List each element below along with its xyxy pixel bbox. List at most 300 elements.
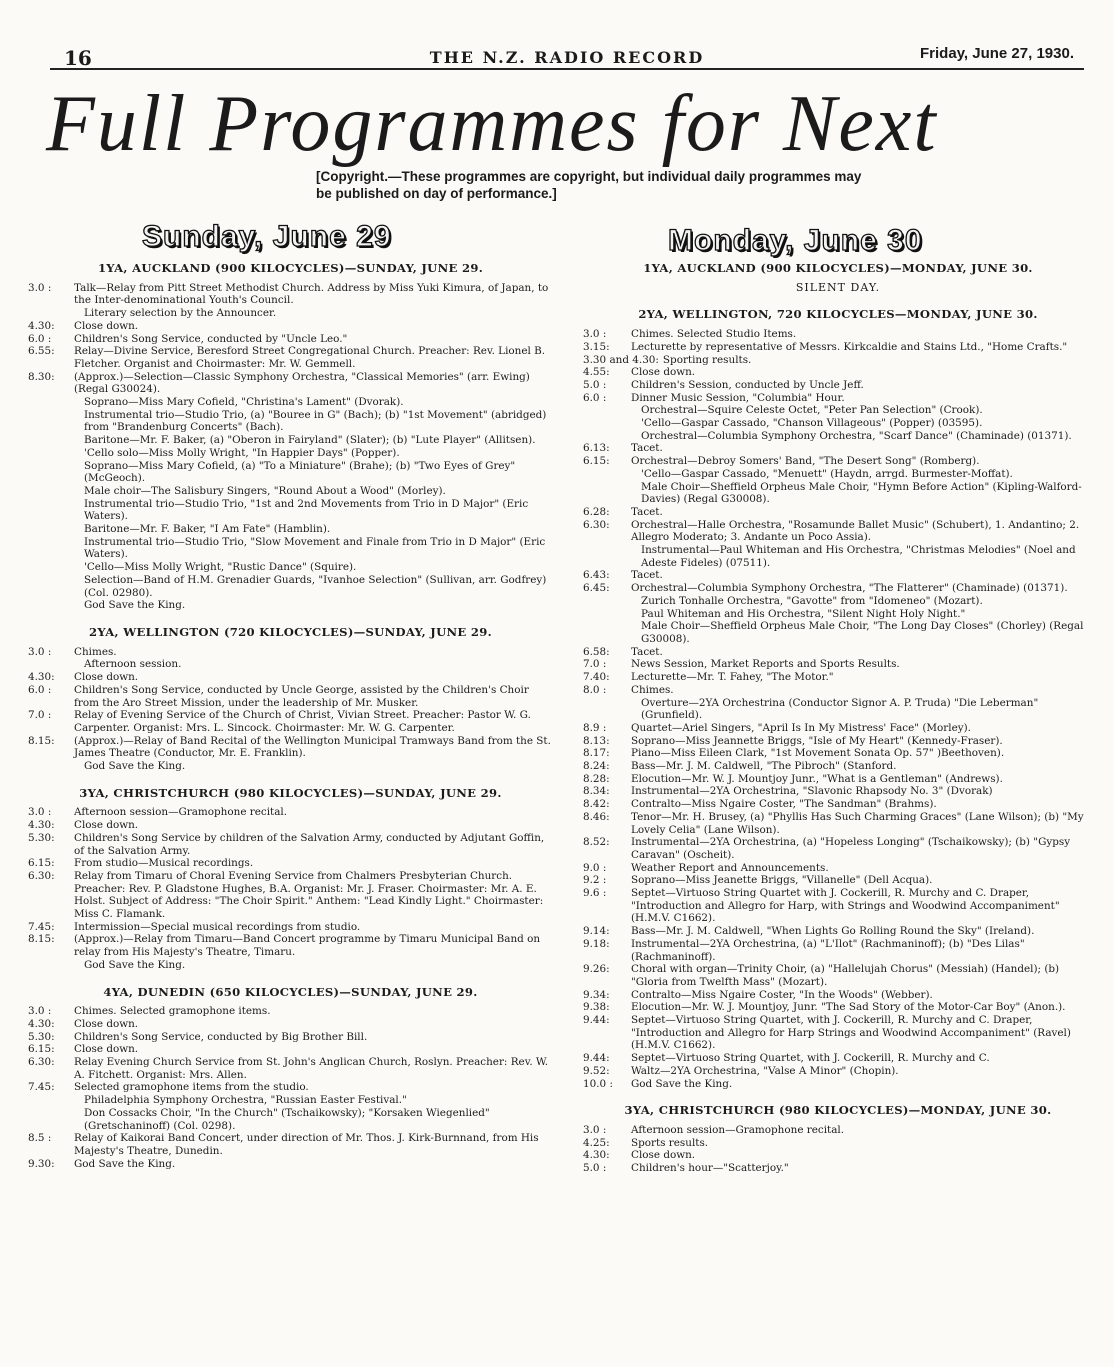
programme-entry <box>583 760 1093 773</box>
entry-time: 6.13: <box>583 442 610 455</box>
entry-line: Close down. <box>74 1017 139 1030</box>
entry-line: Elocution—Mr. W. J. Mountjoy, Junr. "The Sad Story of the Motor-Car Boy" (Anon.). <box>631 1001 1066 1014</box>
entry-line: Chimes. <box>631 683 674 696</box>
entry-line: Weather Report and Announcements. <box>631 861 829 874</box>
entry-line: Bass—Mr. J. M. Caldwell, "The Pibroch" (Stanford. <box>631 760 897 773</box>
programme-entry <box>28 921 553 934</box>
entry-line: Children's hour—"Scatterjoy." <box>631 1162 789 1175</box>
station-heading: 1YA, AUCKLAND (900 KILOCYCLES)—MONDAY, JUNE 30. <box>643 261 1033 275</box>
entry-body <box>631 1124 1093 1137</box>
entry-body <box>631 1149 1093 1162</box>
entry-line: Chimes. Selected gramophone items. <box>74 1005 271 1018</box>
entry-line: Soprano—Miss Jeannette Briggs, "Isle of My Heart" (Kennedy-Fraser). <box>631 734 1003 747</box>
entry-time: 3.0 : <box>28 1005 52 1018</box>
entry-line: Selection—Band of H.M. Grenadier Guards, "Ivanhoe Selection" (Sullivan, arr. Godfrey) (Col. 02980). <box>84 573 547 599</box>
entry-time: 7.0 : <box>28 709 52 722</box>
entry-line: Septet—Virtuoso String Quartet with J. Cockerill, R. Murchy and C. Draper, "Introduction and Allegro for Harp, with Strings and Woodwind Accompaniment" (H.M.V. C1662). <box>631 887 1060 925</box>
programme-entry <box>28 933 553 971</box>
entry-line: Contralto—Miss Ngaire Coster, "The Sandman" (Brahms). <box>631 798 937 811</box>
entry-time: 8.30: <box>28 370 55 383</box>
entry-line: Instrumental—2YA Orchestrina, (a) "L'Ilot" (Rachmaninoff); (b) "Des Lilas" (Rachmaninoff). <box>631 937 1025 963</box>
entry-time: 6.28: <box>583 505 610 518</box>
entry-line: Children's Song Service, conducted by "Uncle Leo." <box>74 332 348 345</box>
entry-time: 5.30: <box>28 831 55 844</box>
entry-line: Tacet. <box>631 645 663 658</box>
programme-entry <box>583 1078 1093 1091</box>
monday-heading: Monday, June 30 <box>668 224 923 257</box>
entry-line: Waltz—2YA Orchestrina, "Valse A Minor" (Chopin). <box>631 1064 899 1077</box>
programme-entry <box>583 862 1093 875</box>
entry-line: Instrumental—2YA Orchestrina, (a) "Hopeless Longing" (Tschaikowsky); (b) "Gypsy Caravan" (Oscheit). <box>631 836 1071 861</box>
entry-body <box>631 722 1093 735</box>
entry-line: Instrumental trio—Studio Trio, (a) "Bouree in G" (Bach); (b) "1st Movement" (abridged) from "Brandenburg Concerts" (Bach). <box>84 408 547 434</box>
entry-time: 8.46: <box>583 810 610 823</box>
programme-entry <box>28 1005 553 1018</box>
entry-line: Contralto—Miss Ngaire Coster, "In the Woods" (Webber). <box>631 988 933 1001</box>
entry-body <box>74 857 553 870</box>
entry-body <box>631 811 1093 836</box>
entry-time: 7.40: <box>583 671 610 684</box>
masthead <box>50 40 1084 70</box>
entry-line: Orchestral—Columbia Symphony Orchestra, "Scarf Dance" (Chaminade) (01371). <box>641 429 1072 442</box>
programme-entry <box>583 658 1093 671</box>
entry-time: 8.42: <box>583 798 610 811</box>
page-headline: Full Programmes for Next <box>46 80 938 168</box>
entry-line: Intermission—Special musical recordings from studio. <box>74 920 361 933</box>
programme-entry <box>28 1081 553 1132</box>
programme-entry <box>28 832 553 857</box>
entry-body <box>74 1005 553 1018</box>
entry-time: 8.17: <box>583 747 610 760</box>
entry-line: Close down. <box>631 1149 696 1162</box>
programme-entry <box>583 874 1093 887</box>
entry-line: Baritone—Mr. F. Baker, "I Am Fate" (Hamblin). <box>84 523 331 536</box>
entry-body <box>663 354 1093 367</box>
entry-line: Septet—Virtuoso String Quartet, with J. Cockerill, R. Murchy and C. <box>631 1052 990 1065</box>
entry-body <box>631 1001 1093 1014</box>
entry-time: 10.0 : <box>583 1077 613 1090</box>
entry-line: Orchestral—Columbia Symphony Orchestra, "The Flatterer" (Chaminade) (01371). <box>631 582 1068 595</box>
entry-time: 4.30: <box>28 319 55 332</box>
entry-line: Male Choir—Sheffield Orpheus Male Choir, "Hymn Before Action" (Kipling-Walford-Davies) (Regal G30008). <box>641 480 1082 506</box>
entry-body <box>74 371 553 612</box>
entry-body <box>631 341 1093 354</box>
entry-time: 8.28: <box>583 772 610 785</box>
issue-date: Friday, June 27, 1930. <box>920 45 1074 62</box>
programme-entry <box>583 963 1093 988</box>
entry-line: Relay from Timaru of Choral Evening Service from Chalmers Presbyterian Church. Preacher: Rev. P. Gladstone Hughes, B.A. Organist: Mr. J. Fraser. Choirmaster: Mr. A. E. Holst. Subject of Address: "The Choir Spirit." Anthem: "Lead Kindly Light." Choirmaster: Miss C. Flamank. <box>74 869 544 921</box>
programme-entry <box>583 836 1093 861</box>
programme-entry <box>28 857 553 870</box>
entry-body <box>631 925 1093 938</box>
entry-line: God Save the King. <box>74 1157 176 1170</box>
programme-entry <box>583 1065 1093 1078</box>
programme-entry <box>583 811 1093 836</box>
station-heading: 2YA, WELLINGTON (720 KILOCYCLES)—SUNDAY, JUNE 29. <box>89 624 492 639</box>
entry-line: God Save the King. <box>84 760 186 773</box>
programme-entry <box>583 747 1093 760</box>
entry-time: 3.0 : <box>583 328 607 341</box>
entry-line: Relay—Divine Service, Beresford Street Congregational Church. Preacher: Rev. Lionel B. Fletcher. Organist and Choirmaster: Mr. W. Gemmell. <box>74 345 546 370</box>
entry-line: (Approx.)—Relay of Band Recital of the Wellington Municipal Tramways Band from the St. James Theatre (Conductor, Mr. E. Franklin). <box>74 734 551 760</box>
programme-entry <box>583 366 1093 379</box>
sunday-heading: Sunday, June 29 <box>142 220 392 253</box>
programme-entry <box>28 320 553 333</box>
entry-line: Relay of Evening Service of the Church of Christ, Vivian Street. Preacher: Pastor W. G. Carpenter. Organist: Mrs. L. Sincock. Choirmaster: Mr. W. G. Carpenter. <box>74 709 531 734</box>
entry-body <box>631 1014 1093 1052</box>
entry-body <box>74 282 553 320</box>
programme-entry <box>28 709 553 734</box>
programme-entry <box>583 442 1093 455</box>
entry-line: Instrumental—2YA Orchestrina, "Slavonic Rhapsody No. 3" (Dvorak) <box>631 785 993 798</box>
entry-body <box>74 735 553 773</box>
entry-time: 6.55: <box>28 345 55 358</box>
entry-line: Piano—Miss Eileen Clark, "1st Movement Sonata Op. 57" )Beethoven). <box>631 747 1005 760</box>
station-note: SILENT DAY. <box>795 280 881 294</box>
programme-entry <box>28 870 553 921</box>
entry-line: Quartet—Ariel Singers, "April Is In My Mistress' Face" (Morley). <box>631 721 971 734</box>
entry-time: 9.0 : <box>583 861 607 874</box>
entry-line: Close down. <box>74 671 139 684</box>
entry-body <box>631 379 1093 392</box>
entry-time: 6.15: <box>583 455 610 468</box>
entry-body <box>631 989 1093 1002</box>
entry-line: Close down. <box>74 319 139 332</box>
entry-body <box>631 519 1093 570</box>
entry-body <box>631 836 1093 861</box>
programme-entry <box>28 684 553 709</box>
entry-line: Close down. <box>74 1043 139 1056</box>
programme-entry <box>583 354 1093 367</box>
entry-body <box>74 1081 553 1132</box>
programme-entry <box>28 819 553 832</box>
programme-entry <box>28 735 553 773</box>
programme-entry <box>28 1031 553 1044</box>
entry-line: Male Choir—Sheffield Orpheus Male Choir, "The Long Day Closes" (Chorley) (Regal G30008). <box>641 620 1084 645</box>
entry-line: Instrumental trio—Studio Trio, "1st and 2nd Movements from Trio in D Major" (Eric Waters). <box>84 497 529 523</box>
entry-line: Orchestral—Halle Orchestra, "Rosamunde Ballet Music" (Schubert), 1. Andantino; 2. Allegro Moderato; 3. Andante un Poco Assia). <box>631 518 1080 544</box>
programme-entry <box>583 1162 1093 1175</box>
entry-line: Instrumental trio—Studio Trio, "Slow Movement and Finale from Trio in D Major" (Eric Waters). <box>84 535 546 561</box>
programme-entry <box>28 646 553 671</box>
entry-line: Lecturette—Mr. T. Fahey, "The Motor." <box>631 671 834 684</box>
entry-body <box>631 646 1093 659</box>
entry-time: 6.30: <box>583 518 610 531</box>
programme-entry <box>583 722 1093 735</box>
programme-entry <box>583 1124 1093 1137</box>
entry-time: 8.24: <box>583 760 610 773</box>
entry-time: 4.30: <box>583 1149 610 1162</box>
entry-line: News Session, Market Reports and Sports Results. <box>631 658 900 671</box>
copyright-note: [Copyright.—These programmes are copyright, but individual daily programmes may be published on day of performance.] <box>316 169 862 201</box>
entry-time: 9.52: <box>583 1064 610 1077</box>
entry-body <box>631 366 1093 379</box>
entry-time: 9.6 : <box>583 887 607 900</box>
programme-entry <box>583 684 1093 722</box>
entry-line: Selected gramophone items from the studio. <box>74 1081 309 1094</box>
entry-time: 9.44: <box>583 1014 610 1027</box>
programme-entry <box>583 1001 1093 1014</box>
entry-body <box>631 963 1093 988</box>
entry-body <box>631 1065 1093 1078</box>
entry-line: Children's Song Service, conducted by Uncle George, assisted by the Children's Choir from the Aro Street Mission, under the leadership of Mr. Musker. <box>74 683 529 709</box>
entry-time: 8.13: <box>583 734 610 747</box>
programme-entry <box>28 671 553 684</box>
entry-body <box>631 1137 1093 1150</box>
entry-body <box>74 870 553 921</box>
entry-time: 4.30: <box>28 671 55 684</box>
programme-entry <box>583 1137 1093 1150</box>
entry-time: 6.0 : <box>583 391 607 404</box>
entry-time: 6.0 : <box>28 332 52 345</box>
entry-line: Afternoon session. <box>84 658 182 671</box>
entry-time: 9.14: <box>583 925 610 938</box>
entry-body <box>631 392 1093 443</box>
entry-body <box>631 862 1093 875</box>
entry-time: 6.30: <box>28 1056 55 1069</box>
programme-entry <box>583 392 1093 443</box>
entry-body <box>631 506 1093 519</box>
entry-body <box>74 806 553 819</box>
entry-line: Chimes. Selected Studio Items. <box>631 328 797 341</box>
entry-time: 5.30: <box>28 1030 55 1043</box>
entry-time: 3.30 and 4.30: <box>583 353 659 366</box>
entry-time: 8.5 : <box>28 1132 52 1145</box>
entry-line: God Save the King. <box>631 1077 733 1090</box>
entry-time: 9.30: <box>28 1157 55 1170</box>
entry-body <box>74 1158 553 1171</box>
entry-line: 'Cello solo—Miss Molly Wright, "In Happier Days" (Popper). <box>84 446 400 459</box>
entry-time: 9.2 : <box>583 874 607 887</box>
entry-body <box>631 798 1093 811</box>
entry-body <box>74 1031 553 1044</box>
entry-body <box>631 658 1093 671</box>
entry-line: Instrumental—Paul Whiteman and His Orchestra, "Christmas Melodies" (Noel and Adeste Fideles) (07511). <box>641 544 1076 569</box>
programme-entry <box>583 785 1093 798</box>
entry-body <box>631 442 1093 455</box>
programme-entry <box>28 1018 553 1031</box>
programme-entry <box>583 671 1093 684</box>
entry-time: 7.45: <box>28 920 55 933</box>
entry-body <box>74 1043 553 1056</box>
entry-time: 3.0 : <box>28 281 52 294</box>
entry-body <box>631 1052 1093 1065</box>
programme-entry <box>28 345 553 370</box>
entry-body <box>631 735 1093 748</box>
entry-time: 8.34: <box>583 785 610 798</box>
entry-body <box>631 760 1093 773</box>
programme-entry <box>583 989 1093 1002</box>
entry-line: Soprano—Miss Jeanette Briggs, "Villanelle" (Dell Acqua). <box>631 874 933 887</box>
entry-time: 7.0 : <box>583 658 607 671</box>
entry-body <box>74 320 553 333</box>
entry-time: 8.15: <box>28 933 55 946</box>
programme-entry <box>28 333 553 346</box>
programme-entry <box>583 1014 1093 1052</box>
entry-line: (Approx.)—Relay from Timaru—Band Concert programme by Timaru Municipal Band on relay from His Majesty's Theatre, Timaru. <box>74 933 541 959</box>
entry-line: Chimes. <box>74 645 117 658</box>
entry-time: 7.45: <box>28 1081 55 1094</box>
entry-line: Overture—2YA Orchestrina (Conductor Signor A. P. Truda) "Die Leberman" (Grunfield). <box>641 696 1039 722</box>
entry-body <box>74 1018 553 1031</box>
entry-body <box>74 1056 553 1081</box>
entry-line: God Save the King. <box>84 958 186 971</box>
programme-entry <box>28 1056 553 1081</box>
entry-time: 8.15: <box>28 734 55 747</box>
station-heading: 1YA, AUCKLAND (900 KILOCYCLES)—SUNDAY, JUNE 29. <box>97 261 484 275</box>
entry-time: 5.0 : <box>583 378 607 391</box>
entry-body <box>74 709 553 734</box>
entry-line: Orchestral—Debroy Somers' Band, "The Desert Song" (Romberg). <box>631 455 980 468</box>
entry-body <box>631 773 1093 786</box>
entry-body <box>74 1132 553 1157</box>
programme-entry <box>28 806 553 819</box>
entry-time: 3.0 : <box>28 645 52 658</box>
entry-line: Tacet. <box>631 569 663 582</box>
entry-line: Male choir—The Salisbury Singers, "Round About a Wood" (Morley). <box>84 484 446 497</box>
entry-body <box>631 1162 1093 1175</box>
entry-line: 'Cello—Gaspar Cassado, "Menuett" (Haydn, arrgd. Burmester-Moffat). <box>641 467 1013 480</box>
entry-line: Children's Song Service, conducted by Big Brother Bill. <box>74 1030 368 1043</box>
entry-body <box>74 646 553 671</box>
entry-line: Relay Evening Church Service from St. John's Anglican Church, Roslyn. Preacher: Rev. W. A. Fitchett. Organist: Mrs. Allen. <box>74 1056 549 1081</box>
entry-time: 9.38: <box>583 1001 610 1014</box>
programme-entry <box>28 1158 553 1171</box>
programme-entry <box>28 282 553 320</box>
entry-body <box>631 785 1093 798</box>
entry-body <box>631 1078 1093 1091</box>
entry-line: Choral with organ—Trinity Choir, (a) "Hallelujah Chorus" (Messiah) (Handel); (b) "Gloria from Twelfth Mass" (Mozart). <box>631 963 1060 988</box>
entry-time: 3.15: <box>583 340 610 353</box>
programme-entry <box>583 887 1093 925</box>
entry-line: Dinner Music Session, "Columbia" Hour. <box>631 391 845 404</box>
entry-body <box>631 328 1093 341</box>
sunday-column <box>28 262 553 1170</box>
entry-body <box>631 938 1093 963</box>
entry-line: Soprano—Miss Mary Cofield, (a) "To a Miniature" (Brahe); (b) "Two Eyes of Grey" (McGeoch). <box>84 459 516 485</box>
entry-time: 6.0 : <box>28 683 52 696</box>
page-number: 16 <box>64 46 92 70</box>
entry-time: 6.58: <box>583 645 610 658</box>
programme-entry <box>583 569 1093 582</box>
programme-entry <box>583 798 1093 811</box>
entry-time: 3.0 : <box>28 806 52 819</box>
entry-time: 6.43: <box>583 569 610 582</box>
entry-body <box>631 455 1093 506</box>
entry-line: Don Cossacks Choir, "In the Church" (Tschaikowsky); "Korsaken Wiegenlied" (Gretschaninoff) (Col. 0298). <box>84 1106 490 1132</box>
entry-time: 5.0 : <box>583 1162 607 1175</box>
entry-time: 6.30: <box>28 869 55 882</box>
entry-time: 8.9 : <box>583 721 607 734</box>
entry-line: Paul Whiteman and His Orchestra, "Silent Night Holy Night." <box>641 607 966 620</box>
programme-entry <box>583 735 1093 748</box>
entry-line: Baritone—Mr. F. Baker, (a) "Oberon in Fairyland" (Slater); (b) "Lute Player" (Allitsen). <box>84 434 536 447</box>
entry-body <box>631 747 1093 760</box>
entry-body <box>631 887 1093 925</box>
entry-body <box>631 874 1093 887</box>
programme-entry <box>28 1132 553 1157</box>
entry-body <box>74 933 553 971</box>
programme-entry <box>583 328 1093 341</box>
programme-entry <box>583 938 1093 963</box>
entry-time: 9.34: <box>583 988 610 1001</box>
publication-title: THE N.Z. RADIO RECORD <box>429 48 705 67</box>
entry-time: 9.26: <box>583 963 610 976</box>
entry-line: Tacet. <box>631 505 663 518</box>
entry-line: Afternoon session—Gramophone recital. <box>631 1124 845 1136</box>
entry-body <box>74 921 553 934</box>
station-heading: 4YA, DUNEDIN (650 KILOCYCLES)—SUNDAY, JUNE 29. <box>103 984 478 999</box>
entry-line: Literary selection by the Announcer. <box>84 307 277 320</box>
entry-line: 'Cello—Miss Molly Wright, "Rustic Dance" (Squire). <box>84 561 357 574</box>
entry-line: Relay of Kaikorai Band Concert, under direction of Mr. Thos. J. Kirk-Burnnand, from His Majesty's Theatre, Dunedin. <box>74 1132 539 1157</box>
entry-time: 8.0 : <box>583 683 607 696</box>
entry-time: 4.30: <box>28 819 55 832</box>
programme-entry <box>28 1043 553 1056</box>
entry-time: 9.44: <box>583 1052 610 1065</box>
entry-line: Sports results. <box>631 1136 709 1149</box>
entry-line: Tenor—Mr. H. Brusey, (a) "Phyllis Has Such Charming Graces" (Lane Wilson); (b) "My Lovely Celia" (Lane Wilson). <box>631 810 1084 836</box>
entry-line: Close down. <box>631 366 696 379</box>
programme-entry <box>583 519 1093 570</box>
entry-line: Children's Song Service by children of the Salvation Army, conducted by Adjutant Goffin, of the Salvation Army. <box>74 831 545 857</box>
programme-entry <box>583 506 1093 519</box>
programme-entry <box>583 773 1093 786</box>
entry-line: Elocution—Mr. W. J. Mountjoy Junr., "What is a Gentleman" (Andrews). <box>631 772 1003 785</box>
entry-time: 4.30: <box>28 1017 55 1030</box>
entry-body <box>74 671 553 684</box>
entry-time: 8.52: <box>583 836 610 849</box>
entry-line: Zurich Tonhalle Orchestra, "Gavotte" from "Idomeneo" (Mozart). <box>641 594 983 607</box>
entry-line: God Save the King. <box>84 599 186 612</box>
entry-line: 'Cello—Gaspar Cassado, "Chanson Villageous" (Popper) (03595). <box>641 417 983 430</box>
programme-entry <box>583 341 1093 354</box>
entry-line: Afternoon session—Gramophone recital. <box>74 806 288 819</box>
entry-body <box>631 671 1093 684</box>
entry-time: 6.15: <box>28 857 55 870</box>
programme-entry <box>583 379 1093 392</box>
entry-line: From studio—Musical recordings. <box>74 857 254 870</box>
entry-line: Talk—Relay from Pitt Street Methodist Church. Address by Miss Yuki Kimura, of Japan, to the Inter-denominational Youth's Council. <box>74 281 549 307</box>
programme-entry <box>583 925 1093 938</box>
entry-line: Lecturette by representative of Messrs. Kirkcaldie and Stains Ltd., "Home Crafts." <box>631 340 1068 353</box>
programme-entry <box>583 646 1093 659</box>
entry-line: Sporting results. <box>662 353 752 366</box>
entry-body <box>631 582 1093 646</box>
entry-line: Close down. <box>74 819 139 832</box>
station-heading: 3YA, CHRISTCHURCH (980 KILOCYCLES)—SUNDAY, JUNE 29. <box>79 785 502 800</box>
programme-entry <box>583 1149 1093 1162</box>
entry-line: (Approx.)—Selection—Classic Symphony Orchestra, "Classical Memories" (arr. Ewing) (Regal G30024). <box>74 370 530 396</box>
entry-line: Tacet. <box>631 442 663 455</box>
entry-body <box>74 684 553 709</box>
entry-line: Philadelphia Symphony Orchestra, "Russian Easter Festival." <box>84 1094 407 1107</box>
entry-time: 3.0 : <box>583 1124 607 1136</box>
entry-body <box>74 333 553 346</box>
entry-body <box>74 832 553 857</box>
entry-time: 4.25: <box>583 1136 610 1149</box>
entry-line: Children's Session, conducted by Uncle Jeff. <box>631 378 864 391</box>
entry-line: Septet—Virtuoso String Quartet, with J. Cockerill, R. Murchy and C. Draper, "Introduction and Allegro for Harp Strings and Woodwind Accompaniment" (Ravel) (H.M.V. C1662). <box>631 1014 1071 1052</box>
entry-line: Orchestral—Squire Celeste Octet, "Peter Pan Selection" (Crook). <box>641 404 983 417</box>
entry-line: Soprano—Miss Mary Cofield, "Christina's Lament" (Dvorak). <box>84 396 404 409</box>
entry-time: 4.55: <box>583 366 610 379</box>
entry-body <box>74 819 553 832</box>
programme-entry <box>28 371 553 612</box>
entry-time: 6.15: <box>28 1043 55 1056</box>
programme-entry <box>583 582 1093 646</box>
entry-time: 9.18: <box>583 937 610 950</box>
